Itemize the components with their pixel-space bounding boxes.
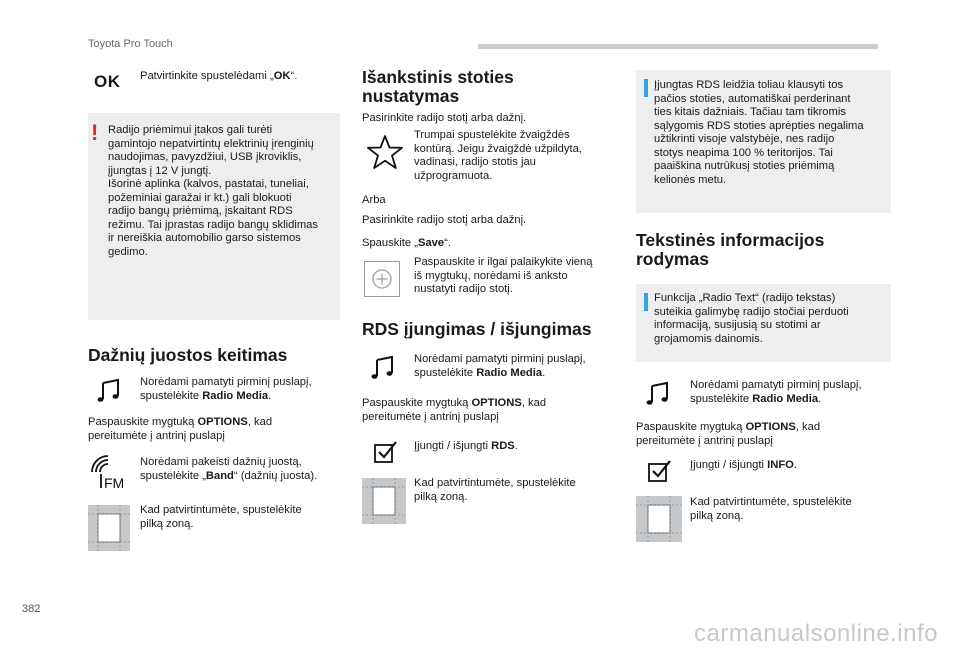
preset-plus-icon xyxy=(364,261,400,297)
header-title: Toyota Pro Touch xyxy=(88,38,173,50)
info-step-radio-media: Norėdami pamatyti pirminį puslapį, spustelėkite Radio Media. xyxy=(690,379,862,405)
preset-press-save: Spauskite „Save“. xyxy=(362,237,451,249)
checkbox-icon xyxy=(648,459,672,483)
info-icon xyxy=(644,293,648,311)
rds-press-options: Paspauskite mygtuką OPTIONS, kad pereitumėte į antrinį puslapį xyxy=(362,397,547,423)
warning-box xyxy=(88,113,340,320)
warning-icon: ! xyxy=(91,120,99,145)
warning-text: Radijo priėmimui įtakos gali turėti gamintojo nepatvirtintų elektrinių įrenginių naudojimas, pavyzdžiui, USB įkroviklis, įjungtas į 12 V jungtį. Išorinė aplinka (kalvos, pastatai, tuneliai, požeminiai garažai ir kt.) gali blokuoti radijo bangų priėmimą, įskaitant RDS režimu. Tai įprastas radijo bangų sklidimas ir nereiškia automobilio garso sistemos gedimo. xyxy=(108,124,318,258)
band-step-confirm: Kad patvirtintumėte, spustelėkite pilką zoną. xyxy=(140,504,302,530)
radio-text-info-box xyxy=(636,284,891,362)
band-step-band: Norėdami pakeisti dažnių juostą, spustelėkite „Band“ (dažnių juosta). xyxy=(140,456,318,482)
ok-instruction: Patvirtinkite spustelėdami „OK“. xyxy=(140,70,298,82)
rds-toggle: Įjungti / išjungti RDS. xyxy=(414,440,518,452)
rds-info-box xyxy=(636,70,891,213)
grey-zone-icon xyxy=(88,505,130,551)
info-toggle: Įjungti / išjungti INFO. xyxy=(690,459,797,471)
section-title-band: Dažnių juostos keitimas xyxy=(88,345,288,365)
checkbox-icon xyxy=(374,440,398,464)
preset-long-press: Paspauskite ir ilgai palaikykite vieną iš mygtukų, norėdami iš anksto nustatyti radijo stotį. xyxy=(414,256,593,295)
preset-select-2: Pasirinkite radijo stotį arba dažnį. xyxy=(362,214,527,226)
rds-step-radio-media: Norėdami pamatyti pirminį puslapį, spustelėkite Radio Media. xyxy=(414,353,586,379)
preset-arba: Arba xyxy=(362,194,386,206)
preset-select-1: Pasirinkite radijo stotį arba dažnį. xyxy=(362,112,527,124)
band-step-radio-media: Norėdami pamatyti pirminį puslapį, spustelėkite Radio Media. xyxy=(140,376,312,402)
music-note-icon xyxy=(370,355,396,381)
info-icon xyxy=(644,79,648,97)
watermark: carmanualsonline.info xyxy=(694,620,938,647)
svg-text:FM: FM xyxy=(104,475,125,491)
section-title-rds: RDS įjungimas / išjungimas xyxy=(362,319,592,339)
page-number: 382 xyxy=(22,603,41,615)
grey-zone-icon xyxy=(362,478,406,524)
star-instruction: Trumpai spustelėkite žvaigždės kontūrą. Jeigu žvaigždė užpildyta, vadinasi, radijo stotis jau užprogramuota. xyxy=(414,129,582,182)
rds-confirm: Kad patvirtintumėte, spustelėkite pilką zoną. xyxy=(414,477,576,503)
ok-icon: OK xyxy=(94,72,121,91)
info-confirm: Kad patvirtintumėte, spustelėkite pilką zoną. xyxy=(690,496,852,522)
radio-text-info: Funkcija „Radio Text“ (radijo tekstas) suteikia galimybę radijo stočiai perduoti informaciją, susijusią su stotimi ar grojamomis dainomis. xyxy=(654,292,849,345)
header-bar xyxy=(478,44,878,49)
star-outline-icon xyxy=(366,134,404,170)
music-note-icon xyxy=(645,381,671,407)
grey-zone-icon xyxy=(636,496,682,542)
section-title-preset: Išankstinis stoties nustatymas xyxy=(362,67,514,106)
fm-radio-icon xyxy=(88,452,130,492)
rds-info-text: Įjungtas RDS leidžia toliau klausyti tos pačios stoties, automatiškai perderinant ties kitais dažniais. Tačiau tam tikromis sąlygomis RDS stoties aprėpties negalima užtikrinti visoje valstybėje, nes radijo stotys neapima 100 % teritorijos. Tai paaiškina nutrūkusį stoties priėmimą kelionės metu. xyxy=(654,79,864,186)
music-note-icon xyxy=(96,378,122,404)
info-press-options: Paspauskite mygtuką OPTIONS, kad pereitumėte į antrinį puslapį xyxy=(636,421,821,447)
band-press-options: Paspauskite mygtuką OPTIONS, kad pereitumėte į antrinį puslapį xyxy=(88,416,273,442)
section-title-text-info: Tekstinės informacijos rodymas xyxy=(636,230,825,269)
